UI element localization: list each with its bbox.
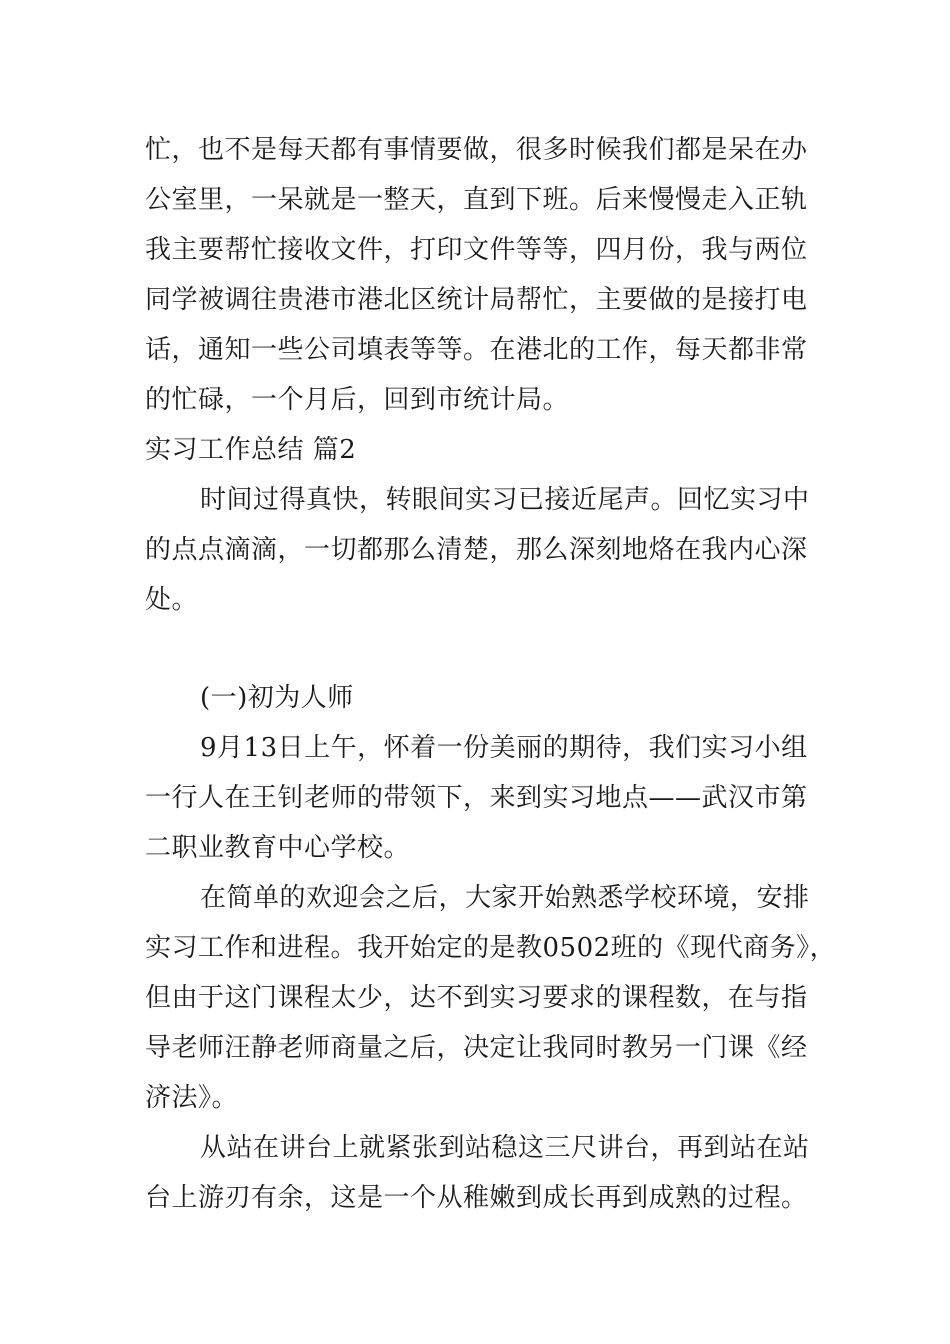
subheading: (一)初为人师 — [200, 683, 354, 713]
text-line: 济法》。 — [145, 1083, 239, 1113]
text-line: 一行人在王钊老师的带领下，来到实习地点——武汉市第 — [145, 783, 808, 813]
text-line: 的点点滴滴，一切都那么清楚，那么深刻地烙在我内心深 — [145, 535, 808, 565]
text-line: 忙，也不是每天都有事情要做，很多时候我们都是呆在办 — [145, 135, 808, 165]
section-heading: 实习工作总结 篇2 — [145, 435, 357, 465]
text-line: 从站在讲台上就紧张到站稳这三尺讲台，再到站在站 — [200, 1133, 810, 1163]
text-line: 话，通知一些公司填表等等。在港北的工作，每天都非常 — [145, 335, 808, 365]
text-line: 的忙碌，一个月后，回到市统计局。 — [145, 385, 570, 415]
text-line: 时间过得真快，转眼间实习已接近尾声。回忆实习中 — [200, 485, 810, 515]
text-line: 但由于这门课程太少，达不到实习要求的课程数，在与指 — [145, 983, 808, 1013]
text-line: 二职业教育中心学校。 — [145, 833, 411, 863]
text-line: 9月13日上午，怀着一份美丽的期待，我们实习小组 — [200, 733, 808, 763]
text-line: 台上游刃有余，这是一个从稚嫩到成长再到成熟的过程。 — [145, 1183, 808, 1213]
text-line: 处。 — [145, 585, 199, 615]
text-line: 公室里，一呆就是一整天，直到下班。后来慢慢走入正轨 — [145, 185, 808, 215]
text-line: 同学被调往贵港市港北区统计局帮忙，主要做的是接打电 — [145, 285, 808, 315]
text-line: 导老师汪静老师商量之后，决定让我同时教另一门课《经 — [145, 1033, 808, 1063]
text-line: 实习工作和进程。我开始定的是教0502班的《现代商务》， — [145, 933, 837, 963]
text-line: 我主要帮忙接收文件，打印文件等等，四月份，我与两位 — [145, 235, 808, 265]
text-line: 在简单的欢迎会之后，大家开始熟悉学校环境，安排 — [200, 883, 810, 913]
